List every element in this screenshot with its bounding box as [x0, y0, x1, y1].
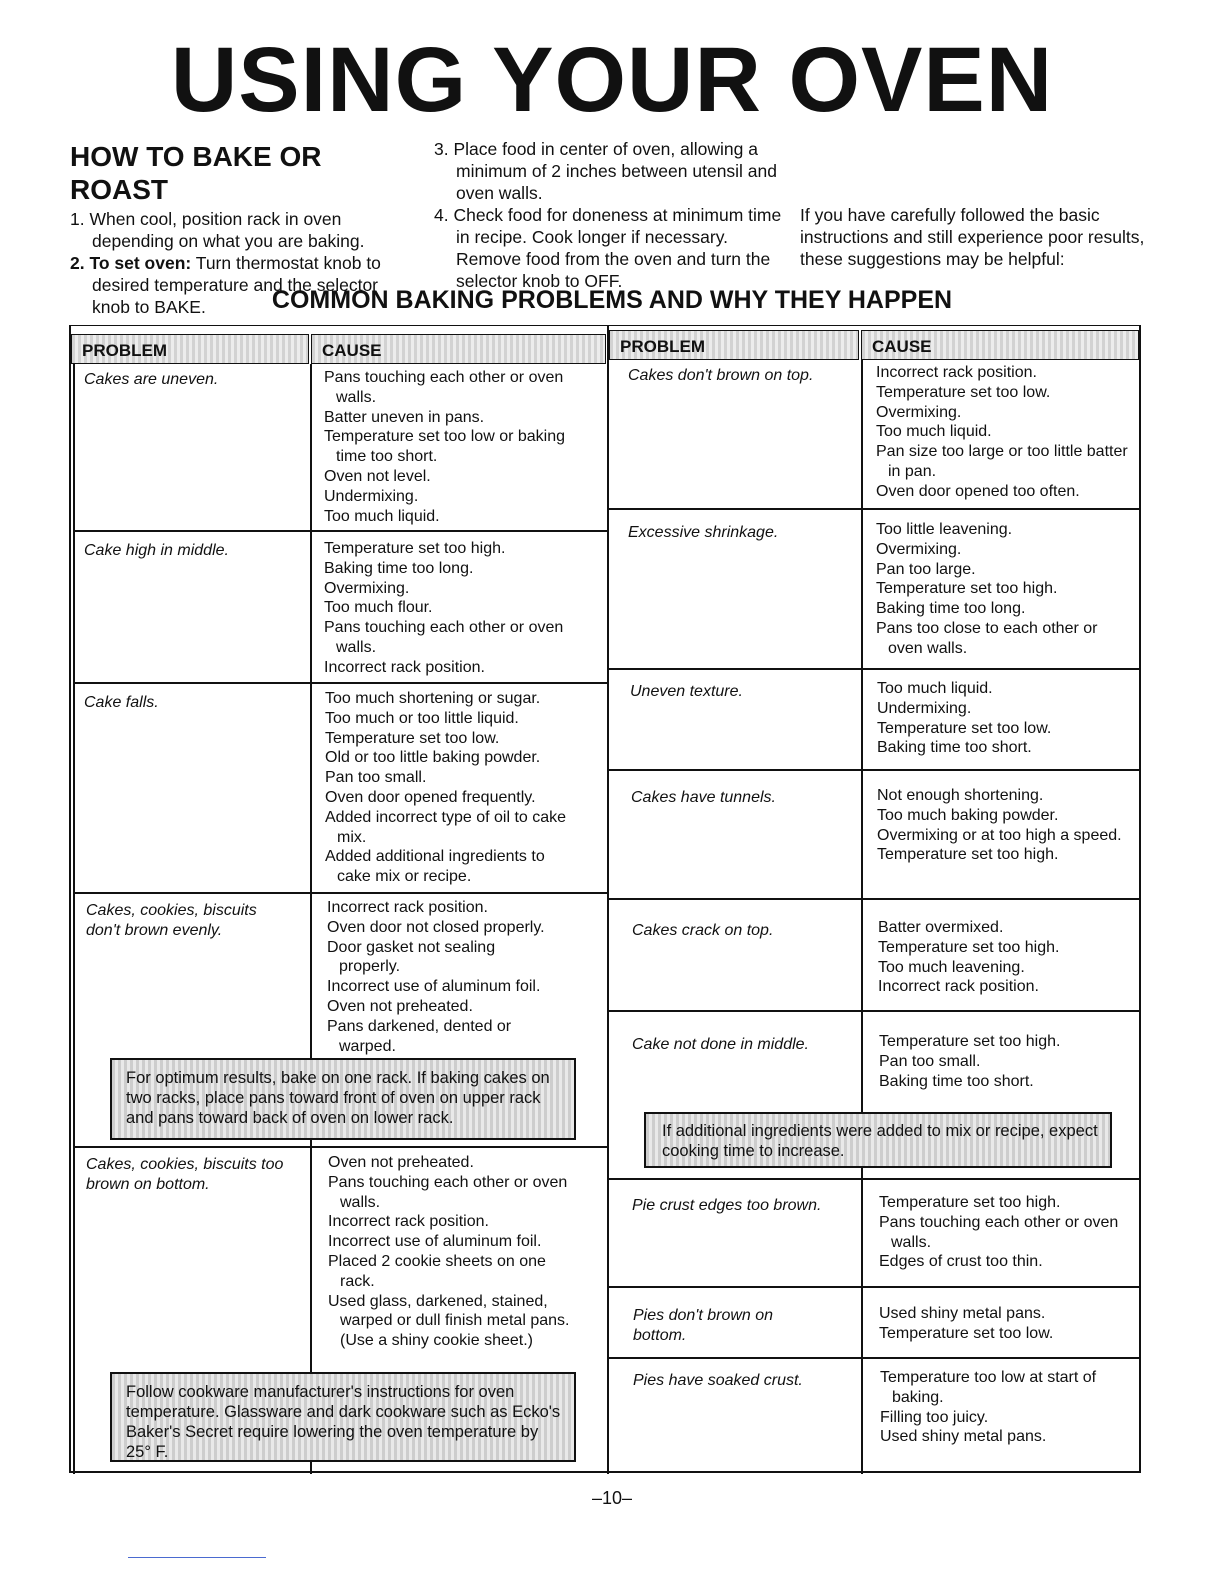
cause-item: Old or too little baking powder. — [325, 749, 541, 767]
cause-item: Pan too small. — [325, 769, 427, 787]
cause-item: Incorrect rack position. — [324, 658, 485, 676]
row-separator — [607, 898, 1141, 900]
note-additional-ingredients: If additional ingredients were added to mix or recipe, expect cooking time to increase. — [644, 1112, 1112, 1168]
page-number: –10– — [591, 1488, 633, 1508]
row-separator — [73, 1146, 607, 1148]
causes-cake-falls — [325, 689, 600, 887]
causes-too-brown-bottom — [328, 1153, 583, 1351]
header-problem-right: PROBLEM — [609, 330, 859, 360]
cause-item: Oven door opened too often. — [876, 482, 1080, 500]
problem-not-done-middle: Cake not done in middle. — [632, 1036, 809, 1053]
cause-item: Batter uneven in pans. — [324, 408, 485, 426]
cause-item: Pans touching each other or oven walls. — [324, 369, 564, 406]
cause-item: Temperature set too high. — [877, 846, 1059, 864]
cause-item: Too much leavening. — [878, 958, 1025, 976]
cause-item: Pans too close to each other or oven walls. — [876, 619, 1098, 657]
cause-item: Temperature set too high. — [324, 540, 506, 557]
cause-item: Too much shortening or sugar. — [325, 690, 541, 707]
cause-item: Undermixing. — [877, 699, 972, 717]
cause-item: Used shiny metal pans. — [879, 1305, 1046, 1322]
causes-uneven-browning — [327, 898, 602, 1056]
cause-item: Overmixing. — [324, 579, 410, 597]
row-separator — [607, 1178, 1141, 1180]
cause-item: Incorrect use of aluminum foil. — [327, 978, 541, 996]
table-title: COMMON BAKING PROBLEMS AND WHY THEY HAPPEN — [271, 286, 953, 314]
cause-item: Placed 2 cookie sheets on one rack. — [328, 1252, 546, 1290]
cause-item: Overmixing. — [876, 540, 962, 558]
cause-item: Incorrect rack position. — [876, 364, 1037, 381]
page-title: USING YOUR OVEN — [170, 29, 1054, 131]
cause-item: Too much or too little liquid. — [325, 709, 519, 727]
causes-no-brown-top — [876, 363, 1136, 502]
cause-item: Too much liquid. — [877, 680, 993, 697]
cause-item: Incorrect rack position. — [327, 899, 488, 916]
problem-pies-no-brown-bottom: Pies don't brown on bottom. — [633, 1307, 774, 1344]
row-separator — [73, 682, 607, 684]
cause-item: Pan size too large or too little batter in pan. — [876, 443, 1128, 480]
causes-pie-edges-brown — [879, 1193, 1139, 1272]
row-separator — [73, 530, 607, 532]
cause-item: Too much baking powder. — [877, 806, 1059, 824]
cause-item: Oven not preheated. — [327, 997, 473, 1015]
step-2-label: 2. To set oven: — [70, 253, 192, 273]
causes-pies-no-brown-bottom — [879, 1304, 1139, 1344]
cause-item: Incorrect rack position. — [328, 1213, 489, 1231]
cause-item: Pans touching each other or oven walls. — [328, 1173, 568, 1211]
cause-item: Filling too juicy. — [880, 1408, 989, 1426]
problem-crack-top: Cakes crack on top. — [632, 922, 774, 939]
cause-item: Added incorrect type of oil to cake mix. — [325, 808, 567, 846]
cause-item: Baking time too long. — [876, 600, 1026, 618]
cause-item: Temperature set too high. — [876, 580, 1058, 598]
cause-item: Undermixing. — [324, 487, 419, 505]
causes-cake-high-middle — [324, 539, 599, 678]
causes-not-done-middle — [879, 1032, 1139, 1091]
cause-item: Temperature set too low or baking time too short. — [324, 428, 566, 466]
problem-cakes-uneven: Cakes are uneven. — [84, 371, 219, 388]
step-2-text: Turn thermostat knob to desired temperature and the selector knob to BAKE. — [92, 253, 381, 317]
problem-no-brown-top: Cakes don't brown on top. — [628, 367, 814, 384]
problem-tunnels: Cakes have tunnels. — [631, 789, 776, 806]
cause-item: Temperature set too low. — [877, 719, 1052, 737]
header-cause-right: CAUSE — [861, 330, 1139, 360]
causes-uneven-texture — [877, 679, 1137, 758]
cause-item: Not enough shortening. — [877, 787, 1044, 804]
problem-pie-edges-brown: Pie crust edges too brown. — [632, 1197, 822, 1214]
cause-item: Temperature set too low. — [876, 383, 1051, 401]
causes-cakes-uneven — [324, 368, 599, 526]
closing-paragraph: If you have carefully followed the basic instructions and still experience poor results, these suggestions may be helpful: — [800, 205, 1145, 269]
cause-item: Temperature set too low. — [325, 729, 500, 747]
problem-cake-falls: Cake falls. — [84, 694, 159, 711]
cause-item: Overmixing. — [876, 403, 962, 421]
cause-item: Used glass, darkened, stained, warped or dull finish metal pans. (Use a shiny cookie sheet.) — [328, 1292, 570, 1350]
instruction-step-1: 1. When cool, position rack in oven depending on what you are baking. — [70, 209, 365, 251]
cause-item: Added additional ingredients to cake mix or recipe. — [325, 848, 545, 886]
row-separator — [607, 1010, 1141, 1012]
cause-item: Too much flour. — [324, 599, 433, 617]
cause-item: Temperature set too high. — [879, 1194, 1061, 1211]
cause-item: Batter overmixed. — [878, 919, 1004, 936]
problem-uneven-texture: Uneven texture. — [630, 683, 743, 700]
cause-item: Pan too small. — [879, 1052, 981, 1070]
cause-item: Baking time too short. — [877, 739, 1032, 757]
problem-uneven-browning: Cakes, cookies, biscuits don't brown evenly. — [86, 902, 257, 939]
causes-excessive-shrinkage — [876, 520, 1136, 659]
cause-item: Pans touching each other or oven walls. — [879, 1213, 1119, 1251]
row-separator — [607, 1357, 1141, 1359]
divider — [128, 1557, 266, 1558]
cause-item: Oven not preheated. — [328, 1154, 474, 1171]
section-heading-line2: ROAST — [70, 174, 168, 205]
row-separator — [607, 668, 1141, 670]
header-problem-left: PROBLEM — [71, 334, 309, 364]
cause-item: Oven door opened frequently. — [325, 788, 536, 806]
cause-item: Too much liquid. — [324, 507, 440, 525]
problem-excessive-shrinkage: Excessive shrinkage. — [628, 524, 779, 541]
cause-item: Used shiny metal pans. — [880, 1428, 1047, 1446]
instruction-step-3: 3. Place food in center of oven, allowing a minimum of 2 inches between utensil and oven walls. — [434, 139, 778, 203]
cause-item: Too much liquid. — [876, 423, 992, 441]
causes-tunnels — [877, 786, 1137, 865]
header-cause-left: CAUSE — [311, 334, 606, 364]
cause-item: Temperature set too high. — [879, 1033, 1061, 1050]
row-separator — [607, 769, 1141, 771]
cause-item: Overmixing or at too high a speed. — [877, 826, 1122, 844]
intro-column-2 — [434, 138, 782, 292]
cause-item: Edges of crust too thin. — [879, 1253, 1043, 1271]
intro-column-3 — [800, 204, 1145, 270]
problem-cake-high-middle: Cake high in middle. — [84, 542, 229, 559]
cause-item: Temperature set too low. — [879, 1324, 1054, 1342]
cause-item: Incorrect rack position. — [878, 978, 1039, 996]
row-separator — [607, 1286, 1141, 1288]
note-one-rack: For optimum results, bake on one rack. If baking cakes on two racks, place pans toward front of oven on upper rack and pans toward back of oven on lower rack. — [110, 1058, 576, 1140]
cause-item: Pans darkened, dented or warped. — [327, 1017, 512, 1055]
row-separator — [73, 892, 607, 894]
divider — [861, 360, 863, 1474]
problem-too-brown-bottom: Cakes, cookies, biscuits too brown on bottom. — [86, 1156, 284, 1193]
cause-item: Oven not level. — [324, 467, 431, 485]
cause-item: Baking time too long. — [324, 559, 474, 577]
cause-item: Temperature set too high. — [878, 938, 1060, 956]
cause-item: Door gasket not sealing properly. — [327, 938, 496, 976]
cause-item: Baking time too short. — [879, 1072, 1034, 1090]
cause-item: Incorrect use of aluminum foil. — [328, 1233, 542, 1251]
causes-crack-top — [878, 918, 1138, 997]
causes-soaked-crust — [880, 1368, 1138, 1447]
note-cookware: Follow cookware manufacturer's instructions for oven temperature. Glassware and dark cookware such as Ecko's Baker's Secret require lowering the oven temperature by 25° F. — [110, 1372, 576, 1462]
section-heading: HOW TO BAKE OR — [70, 141, 322, 172]
row-separator — [607, 508, 1141, 510]
cause-item: Pan too large. — [876, 560, 976, 578]
instruction-step-4: 4. Check food for doneness at minimum time in recipe. Cook longer if necessary. Remove food from the oven and turn the selector knob to OFF. — [434, 205, 782, 291]
cause-item: Too little leavening. — [876, 521, 1013, 538]
cause-item: Oven door not closed properly. — [327, 918, 545, 936]
problem-soaked-crust: Pies have soaked crust. — [633, 1372, 803, 1389]
cause-item: Temperature too low at start of baking. — [880, 1369, 1097, 1406]
cause-item: Pans touching each other or oven walls. — [324, 619, 564, 656]
